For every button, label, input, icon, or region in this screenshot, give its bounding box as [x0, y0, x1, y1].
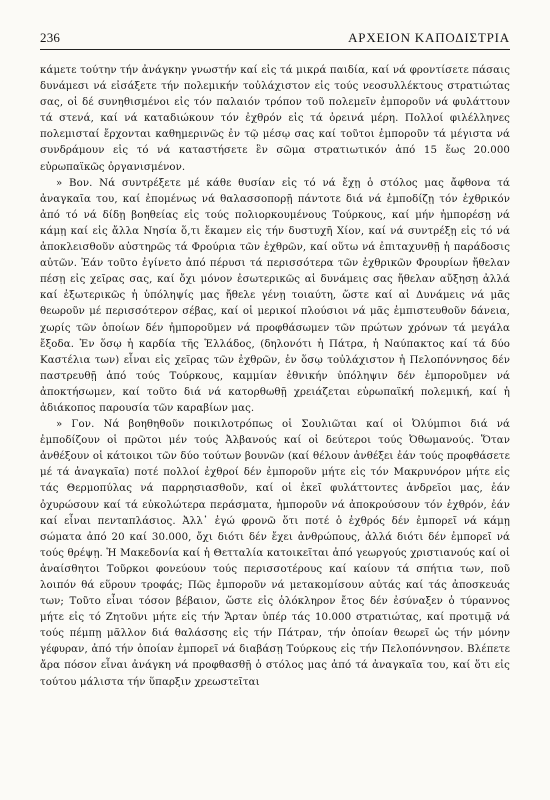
body-text [40, 63, 510, 691]
running-title: ΑΡΧΕΙΟΝ ΚΑΠΟΔΙΣΤΡΙΑ [348, 30, 510, 45]
paragraph-3: » Γον. Νά βοηθηθοῦν ποικιλοτρόπως οἱ Σουλιῶται καί οἱ Ὀλύμπιοι διά νά ἐμποδίζουν οἱ πρῶτοι μέν τούς Ἀλβανούς καί οἱ δεύτεροι τούς Ὀθωμανούς. Ὅταν ἀνθέξουν οἱ κάτοικοι τῶν δύο τούτων βουνῶν (καί θέλουν ἀνθέξει ἐάν τούς προφθάσετε μέ τά ἀναγκαῖα) ποτέ πολλοί ἐχθροί δέν ἐμποροῦν μήτε εἰς τόν Μακρυνόρον μήτε εἰς τάς Θερμοπύλας νά παρρησιασθοῦν, καί οἱ ἐκεῖ φυλάττοντες ἀνδρεῖοι μας, ἐάν ὀχυρώσουν καί τά εὐκολώτερα περάσματα, ἠμποροῦν νά ἀποκρούσουν τόν ἐχθρόν, ἐάν καί εἶναι πενταπλάσιος. Ἀλλ᾽ ἐγώ φρονῶ ὅτι ποτέ ὁ ἐχθρός δέν ἐμπορεῖ νά κάμῃ σώματα ἀπό 20 καί 30.000, ὄχι διότι δέν ἔχει ἀνθρώπους, ἀλλά διότι δέν ἐμπορεῖ νά τούς θρέψῃ. Ἡ Μακεδονία καί ἡ Θετταλία κατοικεῖται ἀπό γεωργούς χριστιανούς καί οἱ ἀναίσθητοι Τοῦρκοι φονεύουν τούς περισσοτέρους καί καίουν τά σπήτια των, ποῦ λοιπόν θά εὕρουν τροφάς; Πῶς ἐμποροῦν νά μετακομίσουν αὐτάς καί τάς ἀποσκευάς των; Τοῦτο εἶναι τόσον βέβαιον, ὥστε εἰς ὁλόκληρον ἔτος δέν ἐσύναξεν ὁ τύραννος μήτε εἰς τό Ζητοῦνι μήτε εἰς τήν Ἄρταν ὑπέρ τάς 10.000 στρατιώτας, καί προτιμᾷ νά τούς πέμπῃ μᾶλλον διά θαλάσσης εἰς τήν Πάτραν, τήν ὁποίαν θεωρεῖ ὡς τήν μόνην γέφυραν, ἀπό τήν ὁποίαν ἐμπορεῖ νά διαβάσῃ Τούρκους εἰς τήν Πελοπόννησον. Βλέπετε ἄρα πόσον εἶναι ἀνάγκη νά προφθασθῇ ὁ στόλος μας ἀπό τά ἀναγκαῖα του, καί ὅτι εἰς τούτου μάλιστα τήν ὕπαρξιν χρεωστεῖται [40, 419, 510, 688]
page-header [40, 30, 510, 46]
paragraph-1: κάμετε τούτην τήν ἀνάγκην γνωστήν καί εἰς τά μικρά παιδία, καί νά φροντίσετε πάσαις δυνάμεσι νά εἰσάξετε τήν πολεμικήν τοὐλάχιστον εἰς τούς νεοσυλλέκτους στρατιώτας σας, οἱ δέ συνηθισμένοι εἰς τόν παλαιόν τρόπον τοῦ πολεμεῖν ἐμποροῦν νά φυλάττουν τά στενά, καί νά καταδιώκουν τόν ἐχθρόν εἰς τά ὀρεινά μέρη. Πολλοί φιλέλληνες πολεμισταί ἔρχονται καθημερινῶς ἐν τῷ μέσῳ σας καί τοῦτοι ἐμποροῦν τά μέγιστα νά συνδράμουν εἰς τό νά καταστήσετε ἓν σῶμα στρατιωτικόν ἀπό 15 ἕως 20.000 εὐρωπαϊκῶς ὀργανισμένον. [40, 65, 510, 173]
header-rule [40, 49, 510, 50]
paragraph-2: » Βον. Νά συντρέξετε μέ κάθε θυσίαν εἰς τό νά ἔχῃ ὁ στόλος μας ἄφθονα τά ἀναγκαῖα του, καί ἐπομένως νά θαλασσοπορῇ πάντοτε διά νά ἐμποδίζῃ τόν ἐχθρικόν ἀπό τό νά δίδῃ βοηθείας εἰς τούς πολιορκουμένους Τούρκους, καί μήν ἠμπορέσῃ νά κάμῃ καί εἰς ἄλλα Νησία ὅ,τι ἔκαμεν εἰς τήν δυστυχῆ Χίον, καί νά συντρέξῃ εἰς τό νά ἀποκλεισθοῦν αὐστηρῶς τά Φρούρια τῶν ἐχθρῶν, καί οὕτω νά ἐπιταχυνθῇ ἡ παράδοσις αὐτῶν. Ἐάν τοῦτο ἐγίνετο ἀπό πέρυσι τά περισσότερα τῶν ἐχθρικῶν Φρουρίων ἤθελαν πέσῃ εἰς χεῖρας σας, καί ὄχι μόνον ἐσωτερικῶς αἱ δυνάμεις σας ἤθελαν αὔξησῃ ἀλλά καί ἐξωτερικῶς ἡ ὑπόληψίς μας ἤθελε γένῃ τοιαύτη, ὥστε καί αἱ Δυνάμεις νά μᾶς θεωροῦν μέ περισσότερον σέβας, καί οἱ μερικοί πλούσιοι νά μᾶς ἐμπιστευθοῦν δάνεια, χωρίς τῶν ὁποίων δέν ἠμποροῦμεν νά προφθάσωμεν τῶν πρώτων χρόνων τά μεγάλα ἔξοδα. Ἐν ὅσῳ ἡ καρδία τῆς Ἑλλάδος, (δηλονότι ἡ Πάτρα, ἡ Ναύπακτος καί τά δύο Καστέλια των) εἶναι εἰς χεῖρας τῶν ἐχθρῶν, ἐν ὅσῳ τοὐλάχιστον ἡ Πελοπόννησος δέν παστρευθῇ ἀπό τούς Τούρκους, καμμίαν ἐθνικήν ὑπόληψιν δέν ἐμποροῦμεν νά ἀποκτήσωμεν, καί τοῦτο διά νά κατορθωθῇ χρειάζεται εὐρωπαϊκή πολεμική, καί ἡ ἀδιάκοπος παρουσία τῶν καραβίων μας. [40, 177, 510, 414]
page-number: 236 [40, 30, 61, 45]
